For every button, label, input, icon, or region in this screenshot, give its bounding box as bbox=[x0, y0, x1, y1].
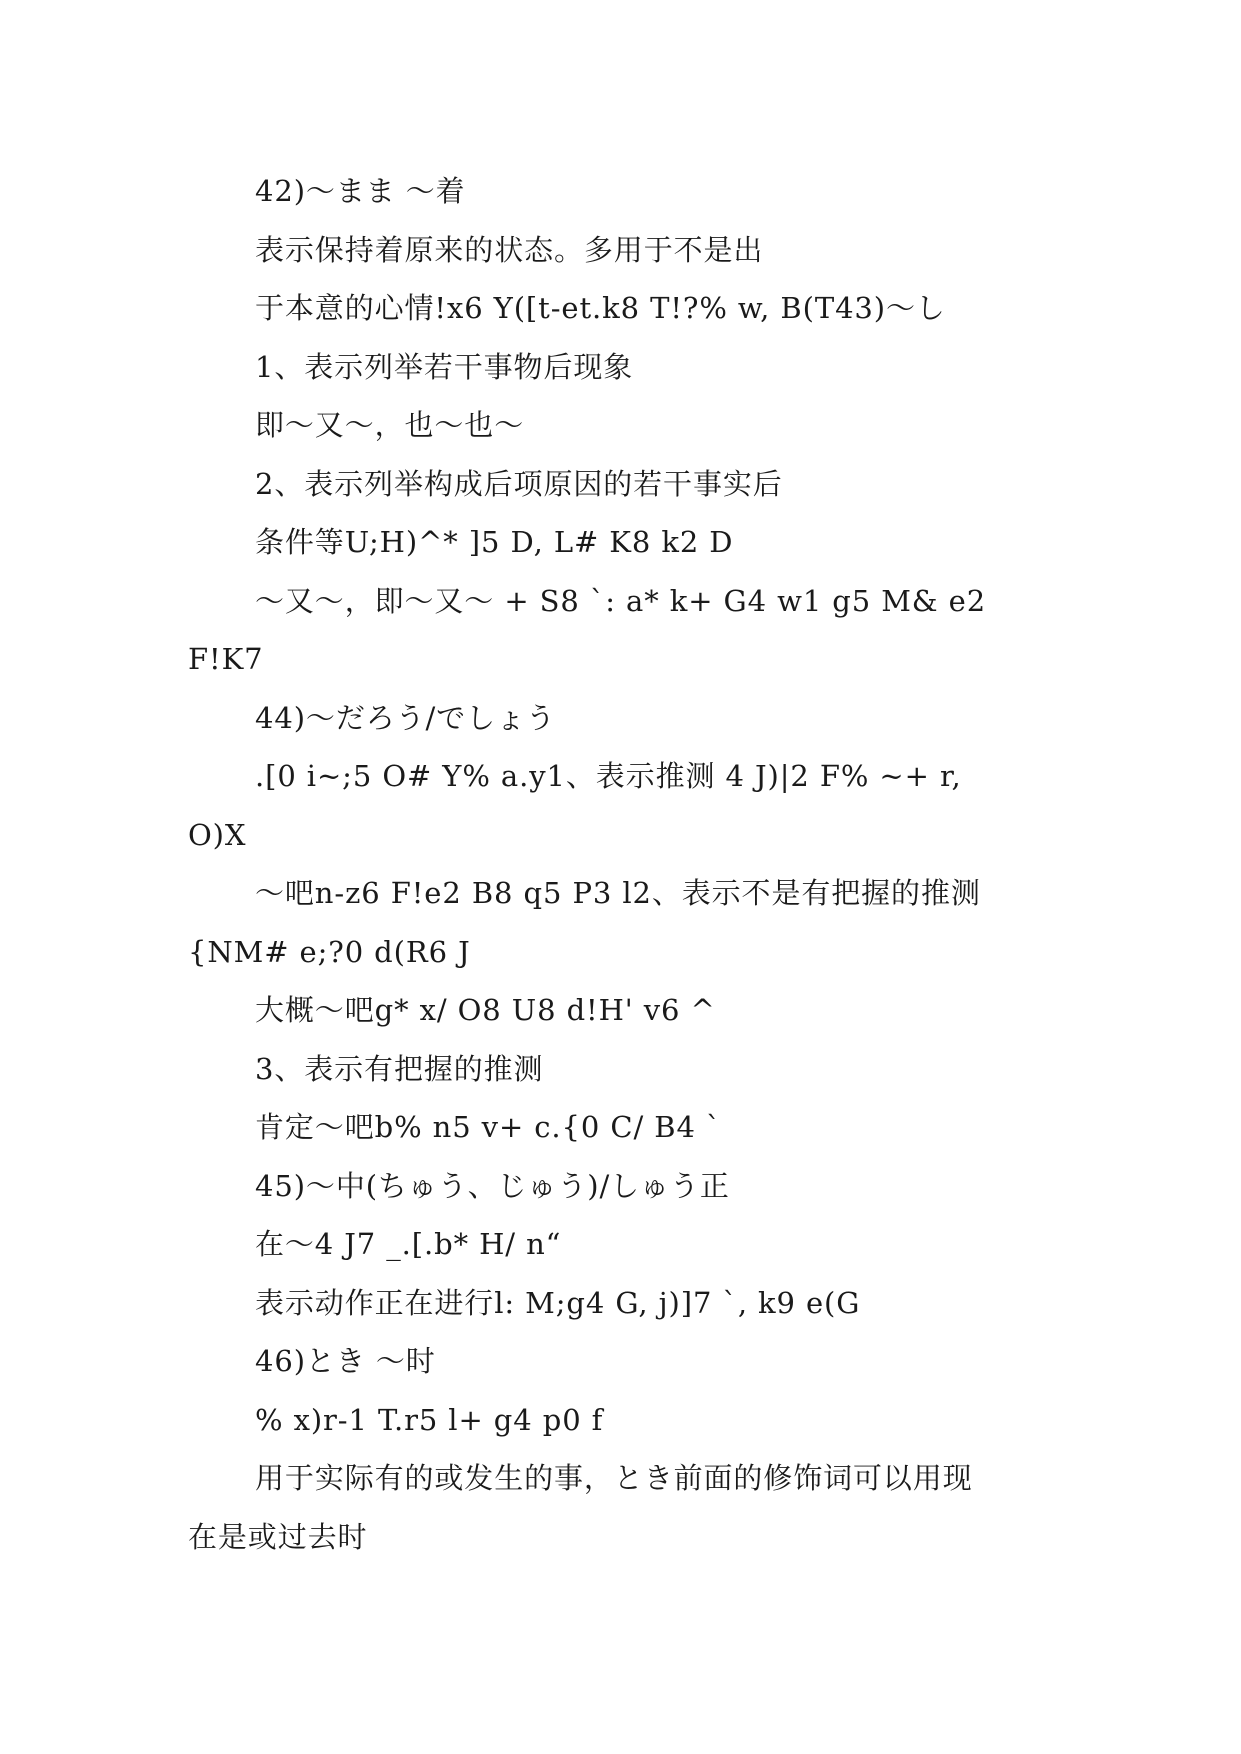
text-line: 于本意的心情!x6 Y([t-et.k8 T!?% w, B(T43)～し bbox=[255, 291, 946, 325]
text-line: 在～4 J7 _.[.b* H/ n“ bbox=[255, 1227, 562, 1261]
text-line: 2、表示列举构成后项原因的若干事实后 bbox=[255, 466, 783, 501]
text-line: % x)r-1 T.r5 l+ g4 p0 f bbox=[255, 1402, 604, 1437]
text-line: 即～又～，也～也～ bbox=[255, 408, 525, 442]
text-line: 46)とき ～时 bbox=[255, 1344, 436, 1378]
document-body bbox=[188, 162, 1058, 1566]
text-line: 42)～まま ～着 bbox=[255, 174, 466, 208]
text-line: 条件等U;H)^* ]5 D, L# K8 k2 D bbox=[255, 525, 734, 559]
text-line-continuation: O)X bbox=[188, 817, 247, 852]
text-line: 44)～だろう/でしょう bbox=[255, 700, 556, 735]
text-line-continuation: {NM# e;?0 d(R6 J bbox=[188, 934, 471, 969]
text-line: 肯定～吧b% n5 v+ c.{0 C/ B4 ` bbox=[255, 1110, 722, 1144]
text-line-continuation: F!K7 bbox=[188, 642, 264, 676]
text-line: ～吧n-z6 F!e2 B8 q5 P3 l2、表示不是有把握的推测 bbox=[255, 876, 981, 910]
text-line-continuation: 在是或过去时 bbox=[188, 1519, 368, 1554]
text-line: 表示保持着原来的状态。多用于不是出 bbox=[255, 232, 764, 267]
text-line: 3、表示有把握的推测 bbox=[255, 1051, 544, 1086]
text-line: 用于实际有的或发生的事，とき前面的修饰词可以用现 bbox=[255, 1461, 973, 1495]
text-line: .[0 i~;5 O# Y% a.y1、表示推测 4 J)|2 F% ~+ r, bbox=[255, 759, 962, 793]
text-line: ～又～，即～又～ + S8 `: a* k+ G4 w1 g5 M& e2 bbox=[255, 583, 987, 618]
text-line: 45)～中(ちゅう、じゅう)/しゅう正 bbox=[255, 1168, 730, 1203]
text-line: 表示动作正在进行l: M;g4 G, j)]7 `, k9 e(G bbox=[255, 1285, 861, 1320]
text-line: 1、表示列举若干事物后现象 bbox=[255, 349, 634, 384]
text-line: 大概～吧g* x/ O8 U8 d!H' v6 ^ bbox=[255, 993, 716, 1027]
